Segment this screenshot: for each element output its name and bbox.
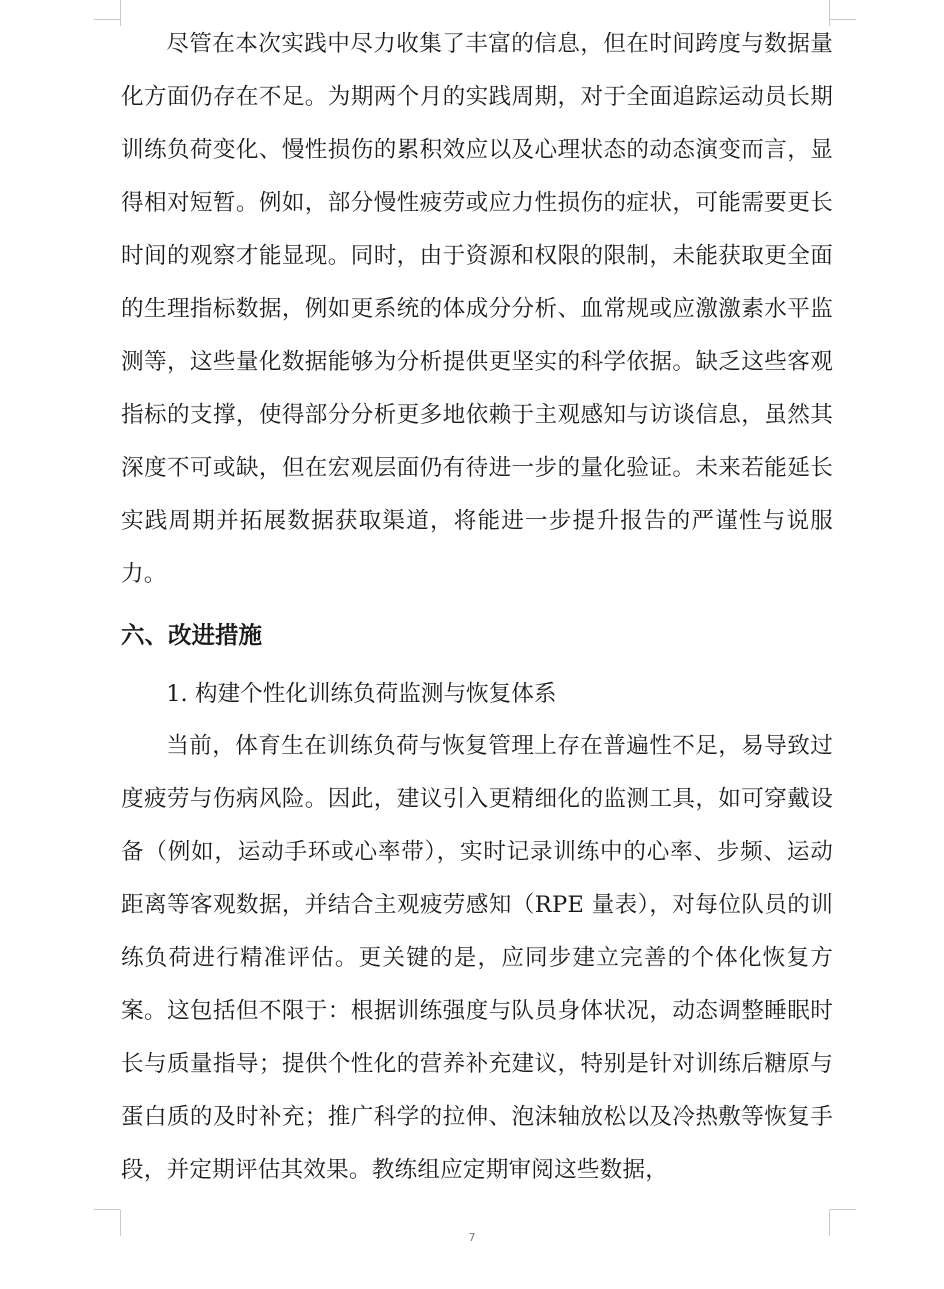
section-heading: 六、改进措施 [121,621,262,649]
crop-mark-top-left-h [94,19,120,20]
subsection-heading: 1. 构建个性化训练负荷监测与恢复体系 [166,681,557,707]
crop-mark-bottom-right-h [830,1209,856,1210]
paragraph-limitations: 尽管在本次实践中尽力收集了丰富的信息，但在时间跨度与数据量化方面仍存在不足。为期两个月的实践周期，对于全面追踪运动员长期训练负荷变化、慢性损伤的累积效应以及心理状态的动态演变而言，显得相对短暂。例如，部分慢性疲劳或应力性损伤的症状，可能需要更长时间的观察才能显现。同时，由于资源和权限的限制，未能获取更全面的生理指标数据，例如更系统的体成分分析、血常规或应激激素水平监测等，这些量化数据能够为分析提供更坚实的科学依据。缺乏这些客观指标的支撑，使得部分分析更多地依赖于主观感知与访谈信息，虽然其深度不可或缺，但在宏观层面仍有待进一步的量化验证。未来若能延长实践周期并拓展数据获取渠道，将能进一步提升报告的严谨性与说服力。 [121,31,833,587]
page-number: 7 [468,1231,476,1244]
crop-mark-bottom-left-h [94,1209,120,1210]
paragraph-training-load: 当前，体育生在训练负荷与恢复管理上存在普遍性不足，易导致过度疲劳与伤病风险。因此，建议引入更精细化的监测工具，如可穿戴设备（例如，运动手环或心率带），实时记录训练中的心率、步频、运动距离等客观数据，并结合主观疲劳感知（RPE 量表），对每位队员的训练负荷进行精准评估。更关键的是，应同步建立完善的个体化恢复方案。这包括但不限于：根据训练强度与队员身体状况，动态调整睡眠时长与质量指导；提供个性化的营养补充建议，特别是针对训练后糖原与蛋白质的及时补充；推广科学的拉伸、泡沫轴放松以及冷热敷等恢复手段，并定期评估其效果。教练组应定期审阅这些数据， [121,733,833,1183]
crop-mark-top-right-h [830,19,856,20]
body-text [121,18,833,1197]
